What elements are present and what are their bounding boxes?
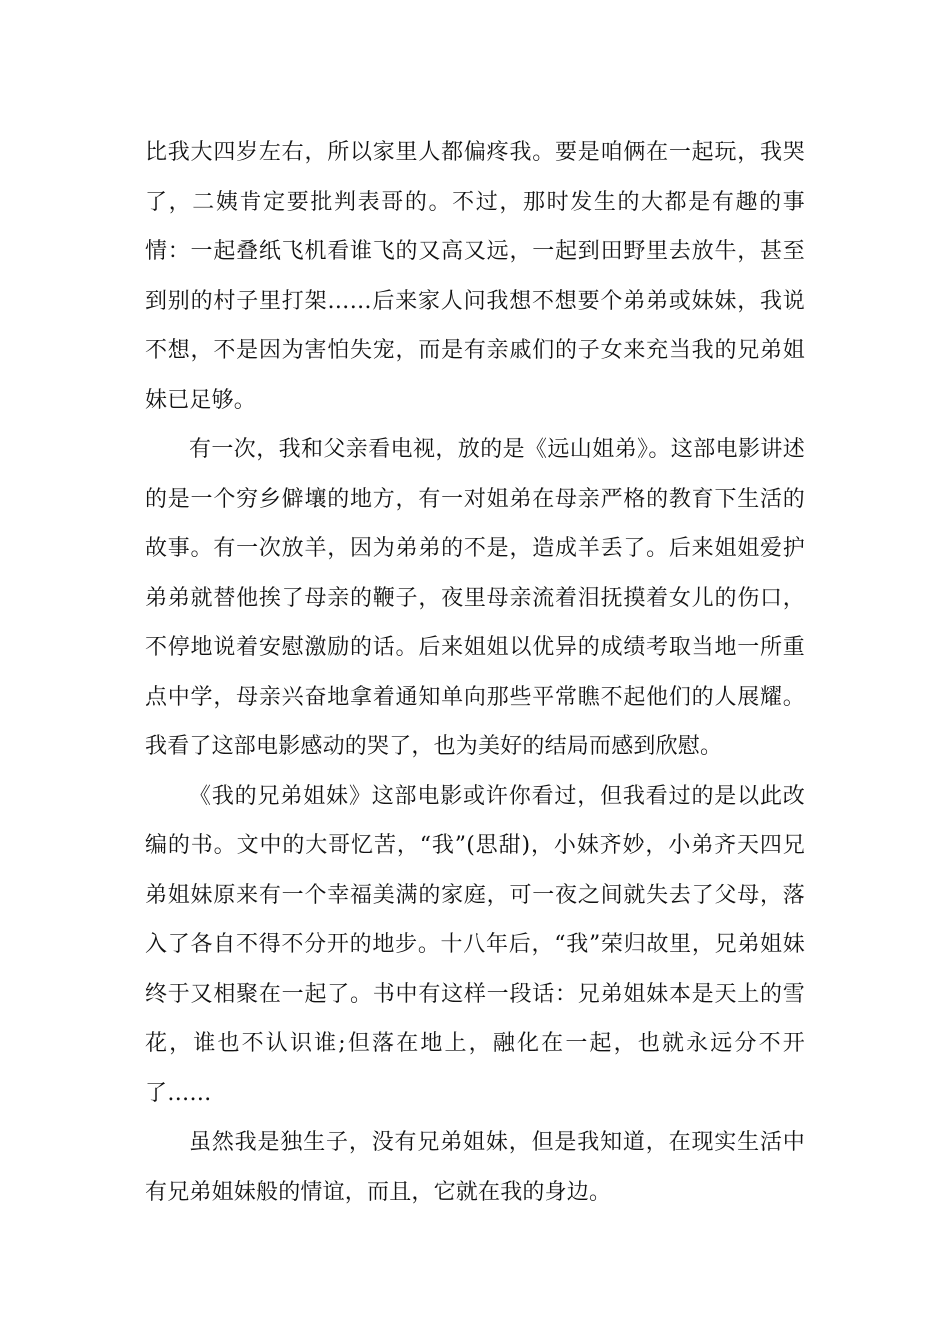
paragraph-2: 有一次，我和父亲看电视，放的是《远山姐弟》。这部电影讲述的是一个穷乡僻壤的地方，有一对姐弟在母亲严格的教育下生活的故事。有一次放羊，因为弟弟的不是，造成羊丢了。后来姐姐爱护弟弟就替他挨了母亲的鞭子，夜里母亲流着泪抚摸着女儿的伤口，不停地说着安慰激励的话。后来姐姐以优异的成绩考取当地一所重点中学，母亲兴奋地拿着通知单向那些平常瞧不起他们的人展耀。我看了这部电影感动的哭了，也为美好的结局而感到欣慰。 — [145, 437, 805, 759]
paragraph-4: 虽然我是独生子，没有兄弟姐妹，但是我知道，在现实生活中有兄弟姐妹般的情谊，而且，它就在我的身边。 — [145, 1130, 805, 1205]
paragraph-1: 比我大四岁左右，所以家里人都偏疼我。要是咱俩在一起玩，我哭了，二姨肯定要批判表哥的。不过，那时发生的大都是有趣的事情：一起叠纸飞机看谁飞的又高又远，一起到田野里去放牛，甚至到别的村子里打架……后来家人问我想不想要个弟弟或妹妹，我说不想，不是因为害怕失宠，而是有亲戚们的子女来充当我的兄弟姐妹已足够。 — [145, 140, 805, 413]
body-text — [145, 128, 805, 1217]
paragraph-3: 《我的兄弟姐妹》这部电影或许你看过，但我看过的是以此改编的书。文中的大哥忆苦，“我”(思甜)，小妹齐妙，小弟齐天四兄弟姐妹原来有一个幸福美满的家庭，可一夜之间就失去了父母，落入了各自不得不分开的地步。十八年后，“我”荣归故里，兄弟姐妹终于又相聚在一起了。书中有这样一段话：兄弟姐妹本是天上的雪花，谁也不认识谁;但落在地上，融化在一起，也就永远分不开了…… — [145, 783, 805, 1106]
